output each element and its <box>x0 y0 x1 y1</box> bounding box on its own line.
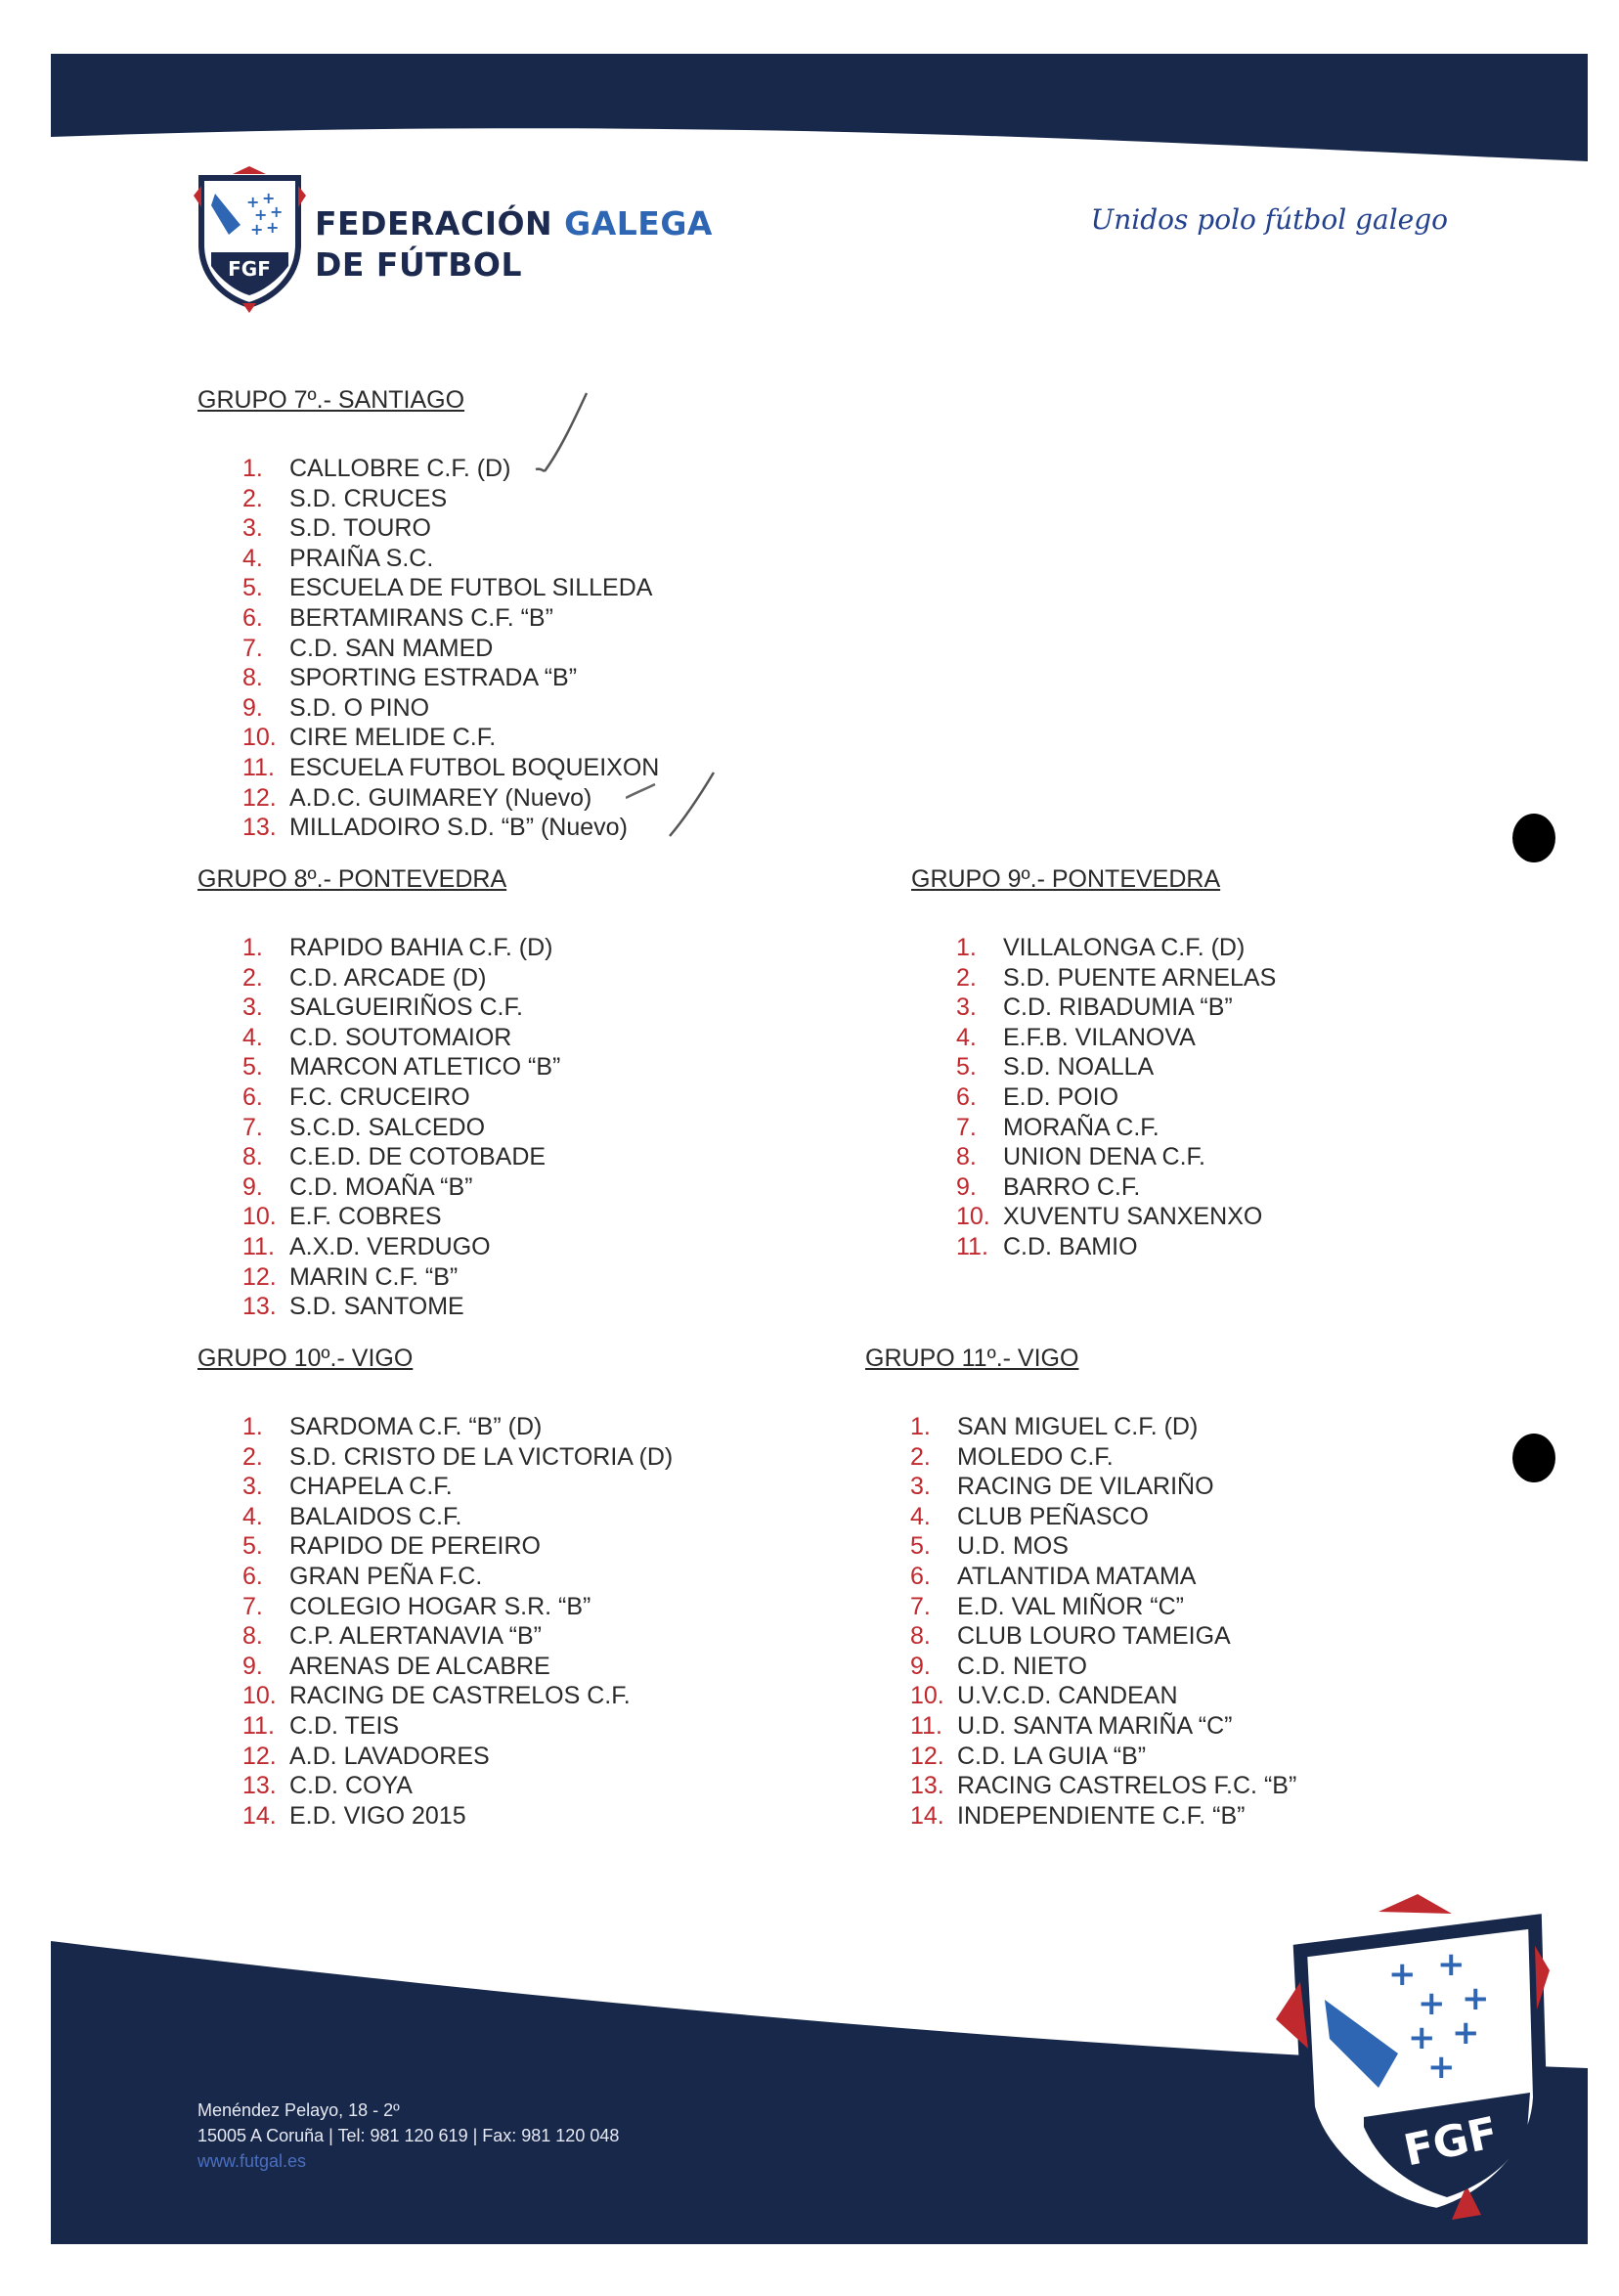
logo-line2: DE FÚTBOL <box>315 245 523 284</box>
logo-badge-text: FGF <box>228 257 271 281</box>
team-name: RAPIDO DE PEREIRO <box>289 1532 541 1561</box>
team-list-item <box>910 1621 1296 1652</box>
team-list-item <box>242 693 659 724</box>
team-list-item <box>956 1142 1276 1172</box>
team-list-item <box>910 1742 1296 1772</box>
team-list-item <box>910 1711 1296 1742</box>
team-number: 6. <box>242 1082 263 1111</box>
team-name: MARCON ATLETICO “B” <box>289 1053 561 1082</box>
team-name: E.D. VAL MIÑOR “C” <box>957 1592 1184 1620</box>
team-list-item <box>910 1442 1296 1473</box>
team-name: CLUB PEÑASCO <box>957 1502 1149 1530</box>
team-name: E.D. POIO <box>1003 1082 1119 1111</box>
team-number: 6. <box>242 1562 263 1590</box>
team-name: MILLADOIRO S.D. “B” (Nuevo) <box>289 814 628 842</box>
team-list-item <box>242 1652 673 1682</box>
team-number: 14. <box>910 1801 944 1830</box>
team-list-item <box>910 1412 1296 1442</box>
fgf-large-logo-icon <box>1271 1892 1554 2225</box>
svg-text:+: + <box>1418 1984 1446 2023</box>
team-list-item <box>910 1652 1296 1682</box>
group-8-pontevedra <box>197 865 560 1322</box>
group-10-vigo <box>197 1345 673 1831</box>
team-list-item <box>242 1801 673 1832</box>
team-list-item <box>910 1771 1296 1801</box>
team-list <box>911 933 1276 1262</box>
team-number: 10. <box>242 1682 277 1710</box>
team-number: 8. <box>910 1622 931 1651</box>
team-name: GRAN PEÑA F.C. <box>289 1562 483 1590</box>
team-list-item <box>242 484 659 514</box>
team-name: S.D. TOURO <box>289 514 431 543</box>
team-name: CHAPELA C.F. <box>289 1473 453 1501</box>
team-number: 7. <box>242 1592 263 1620</box>
team-list-item <box>956 1172 1276 1203</box>
footer-address <box>197 2097 619 2174</box>
team-name: E.F. COBRES <box>289 1203 442 1231</box>
team-name: UNION DENA C.F. <box>1003 1143 1205 1171</box>
team-list-item <box>242 573 659 603</box>
team-number: 12. <box>242 1742 277 1770</box>
team-number: 9. <box>910 1652 931 1680</box>
team-number: 10. <box>242 1203 277 1231</box>
fgf-logo-icon <box>194 166 306 313</box>
team-list-item <box>242 544 659 574</box>
team-name: S.D. SANTOME <box>289 1293 464 1321</box>
team-number: 5. <box>910 1532 931 1561</box>
group-title: GRUPO 11º.- VIGO <box>865 1345 1079 1372</box>
team-number: 7. <box>910 1592 931 1620</box>
team-list-item <box>242 1681 673 1711</box>
team-list-item <box>956 1082 1276 1113</box>
team-list-item <box>242 753 659 783</box>
address-line1: Menéndez Pelayo, 18 - 2º <box>197 2100 400 2120</box>
team-number: 2. <box>242 963 263 992</box>
group-9-pontevedra <box>911 865 1276 1262</box>
team-number: 13. <box>910 1772 944 1800</box>
team-number: 6. <box>910 1562 931 1590</box>
team-number: 13. <box>242 1293 277 1321</box>
team-list-item <box>242 663 659 693</box>
team-number: 4. <box>910 1502 931 1530</box>
team-list-item <box>910 1502 1296 1532</box>
team-list-item <box>242 1771 673 1801</box>
team-name: CALLOBRE C.F. (D) <box>289 455 511 482</box>
team-list-item <box>910 1681 1296 1711</box>
punch-hole <box>1512 814 1555 862</box>
team-name: MORAÑA C.F. <box>1003 1113 1160 1141</box>
team-number: 7. <box>242 634 263 662</box>
team-name: SPORTING ESTRADA “B” <box>289 664 578 692</box>
team-name: C.D. COYA <box>289 1772 413 1800</box>
team-name: VILLALONGA C.F. (D) <box>1003 934 1246 961</box>
header-band <box>51 54 1588 161</box>
team-list-item <box>956 1232 1276 1262</box>
team-number: 4. <box>956 1023 977 1051</box>
team-list-item <box>242 513 659 544</box>
team-name: MOLEDO C.F. <box>957 1442 1114 1471</box>
team-list-item <box>242 1172 560 1203</box>
team-list-item <box>956 933 1276 963</box>
team-list-item <box>956 1052 1276 1082</box>
team-name: COLEGIO HOGAR S.R. “B” <box>289 1592 591 1620</box>
team-name: RACING DE CASTRELOS C.F. <box>289 1682 631 1710</box>
team-name: C.D. RIBADUMIA “B” <box>1003 993 1233 1022</box>
team-number: 8. <box>242 1622 263 1651</box>
check-mark-icon <box>626 763 723 841</box>
team-number: 2. <box>242 484 263 512</box>
team-name: C.P. ALERTANAVIA “B” <box>289 1622 542 1651</box>
team-list-item <box>910 1562 1296 1592</box>
team-number: 12. <box>910 1742 944 1770</box>
team-list-item <box>242 1592 673 1622</box>
team-number: 5. <box>242 574 263 602</box>
team-list-item <box>956 1202 1276 1232</box>
team-number: 10. <box>910 1682 944 1710</box>
team-name: SARDOMA C.F. “B” (D) <box>289 1413 543 1440</box>
team-list-item <box>242 813 659 843</box>
team-name: S.D. CRISTO DE LA VICTORIA (D) <box>289 1442 674 1471</box>
team-name: C.D. SAN MAMED <box>289 634 494 662</box>
team-name: A.D.C. GUIMAREY (Nuevo) <box>289 783 592 812</box>
team-list-item <box>242 1502 673 1532</box>
team-number: 11. <box>242 1711 275 1740</box>
team-number: 9. <box>242 693 263 722</box>
team-name: C.D. LA GUIA “B” <box>957 1742 1147 1770</box>
team-list-item <box>910 1801 1296 1832</box>
team-name: PRAIÑA S.C. <box>289 544 434 572</box>
team-list-item <box>956 963 1276 993</box>
team-list <box>865 1412 1296 1831</box>
team-list-item <box>242 993 560 1023</box>
team-number: 1. <box>242 1413 263 1440</box>
team-number: 13. <box>242 814 277 842</box>
team-name: S.D. PUENTE ARNELAS <box>1003 963 1277 992</box>
team-list-item <box>242 1232 560 1262</box>
team-number: 9. <box>242 1172 263 1201</box>
team-number: 4. <box>242 1023 263 1051</box>
svg-text:+: + <box>246 193 260 211</box>
team-name: CLUB LOURO TAMEIGA <box>957 1622 1231 1651</box>
team-name: C.D. NIETO <box>957 1652 1087 1680</box>
team-number: 2. <box>910 1442 931 1471</box>
svg-text:+: + <box>266 218 280 237</box>
team-number: 9. <box>956 1172 977 1201</box>
team-list <box>197 1412 673 1831</box>
check-mark-icon <box>533 391 591 479</box>
team-number: 5. <box>956 1053 977 1082</box>
team-list-item <box>242 1262 560 1293</box>
team-name: E.F.B. VILANOVA <box>1003 1023 1196 1051</box>
team-name: INDEPENDIENTE C.F. “B” <box>957 1801 1246 1830</box>
team-name: A.X.D. VERDUGO <box>289 1232 491 1260</box>
team-number: 4. <box>242 544 263 572</box>
svg-text:+: + <box>270 202 284 221</box>
team-name: A.D. LAVADORES <box>289 1742 490 1770</box>
team-list-item <box>242 634 659 664</box>
team-name: ESCUELA FUTBOL BOQUEIXON <box>289 753 660 781</box>
team-list-item <box>242 1113 560 1143</box>
team-list-item <box>242 1292 560 1322</box>
team-number: 3. <box>242 1473 263 1501</box>
team-name: C.D. TEIS <box>289 1711 400 1740</box>
team-number: 12. <box>242 1262 277 1291</box>
team-number: 9. <box>242 1652 263 1680</box>
team-list-item <box>242 454 659 484</box>
team-number: 5. <box>242 1532 263 1561</box>
team-number: 3. <box>242 514 263 543</box>
team-list <box>197 933 560 1322</box>
team-list-item <box>242 933 560 963</box>
team-name: SAN MIGUEL C.F. (D) <box>957 1413 1199 1440</box>
team-list-item <box>242 1531 673 1562</box>
team-list-item <box>242 783 659 814</box>
team-list-item <box>956 1113 1276 1143</box>
team-name: ARENAS DE ALCABRE <box>289 1652 550 1680</box>
team-list <box>197 454 659 843</box>
team-list-item <box>242 1621 673 1652</box>
team-number: 14. <box>242 1801 277 1830</box>
team-list-item <box>242 603 659 634</box>
team-name: E.D. VIGO 2015 <box>289 1801 466 1830</box>
team-name: C.D. SOUTOMAIOR <box>289 1023 512 1051</box>
team-number: 13. <box>242 1772 277 1800</box>
team-list-item <box>242 1472 673 1502</box>
team-number: 2. <box>242 1442 263 1471</box>
team-number: 2. <box>956 963 977 992</box>
team-list-item <box>242 723 659 753</box>
team-number: 3. <box>242 993 263 1022</box>
team-name: C.D. BAMIO <box>1003 1232 1138 1260</box>
svg-text:+: + <box>1427 2048 1456 2087</box>
team-number: 8. <box>242 664 263 692</box>
team-number: 8. <box>242 1143 263 1171</box>
team-list-item <box>242 1082 560 1113</box>
team-number: 11. <box>956 1232 988 1260</box>
team-number: 6. <box>956 1082 977 1111</box>
team-number: 12. <box>242 783 277 812</box>
team-number: 4. <box>242 1502 263 1530</box>
federation-name <box>315 203 713 286</box>
team-name: RAPIDO BAHIA C.F. (D) <box>289 934 553 961</box>
team-name: U.D. SANTA MARIÑA “C” <box>957 1711 1233 1740</box>
team-name: U.V.C.D. CANDEAN <box>957 1682 1178 1710</box>
team-name: RACING CASTRELOS F.C. “B” <box>957 1772 1297 1800</box>
team-list-item <box>242 1202 560 1232</box>
team-name: SALGUEIRIÑOS C.F. <box>289 993 523 1022</box>
svg-text:+: + <box>1452 2013 1480 2053</box>
team-name: F.C. CRUCEIRO <box>289 1082 470 1111</box>
group-title: GRUPO 8º.- PONTEVEDRA <box>197 865 507 893</box>
team-name: C.D. ARCADE (D) <box>289 963 487 992</box>
team-name: BERTAMIRANS C.F. “B” <box>289 603 553 632</box>
logo-line1-a: FEDERACIÓN <box>315 204 553 243</box>
team-number: 11. <box>242 753 275 781</box>
team-name: XUVENTU SANXENXO <box>1003 1203 1263 1231</box>
team-list-item <box>242 1711 673 1742</box>
team-name: S.C.D. SALCEDO <box>289 1113 486 1141</box>
team-number: 10. <box>956 1203 990 1231</box>
team-name: ATLANTIDA MATAMA <box>957 1562 1197 1590</box>
team-number: 11. <box>242 1232 275 1260</box>
team-number: 11. <box>910 1711 942 1740</box>
svg-text:+: + <box>250 220 264 239</box>
team-number: 7. <box>242 1113 263 1141</box>
svg-text:+: + <box>1408 2018 1436 2057</box>
logo-line1-b: GALEGA <box>564 204 713 243</box>
team-name: CIRE MELIDE C.F. <box>289 724 497 752</box>
svg-text:+: + <box>1437 1945 1466 1984</box>
group-title: GRUPO 10º.- VIGO <box>197 1345 414 1372</box>
team-number: 5. <box>242 1053 263 1082</box>
team-list-item <box>242 1023 560 1053</box>
team-number: 1. <box>242 934 263 961</box>
svg-text:+: + <box>262 189 276 207</box>
team-name: RACING DE VILARIÑO <box>957 1473 1214 1501</box>
address-line2: 15005 A Coruña | Tel: 981 120 619 | Fax: 981 120 048 <box>197 2126 620 2145</box>
team-list-item <box>242 1412 673 1442</box>
team-list-item <box>910 1531 1296 1562</box>
team-number: 3. <box>956 993 977 1022</box>
team-list-item <box>242 1742 673 1772</box>
team-number: 1. <box>956 934 977 961</box>
large-logo-badge-text: FGF <box>1399 2107 1503 2177</box>
team-number: 1. <box>242 455 263 482</box>
team-name: U.D. MOS <box>957 1532 1069 1561</box>
team-name: S.D. NOALLA <box>1003 1053 1155 1082</box>
group-title: GRUPO 9º.- PONTEVEDRA <box>911 865 1221 893</box>
team-list-item <box>910 1472 1296 1502</box>
team-name: MARIN C.F. “B” <box>289 1262 459 1291</box>
team-name: S.D. CRUCES <box>289 484 448 512</box>
team-number: 7. <box>956 1113 977 1141</box>
team-list-item <box>242 963 560 993</box>
website-link[interactable]: www.futgal.es <box>197 2151 307 2171</box>
punch-hole <box>1512 1434 1555 1482</box>
svg-text:+: + <box>1388 1955 1417 1994</box>
team-list-item <box>956 1023 1276 1053</box>
team-list-item <box>956 993 1276 1023</box>
group-11-vigo <box>865 1345 1296 1831</box>
team-list-item <box>242 1052 560 1082</box>
team-number: 1. <box>910 1413 931 1440</box>
team-name: BARRO C.F. <box>1003 1172 1141 1201</box>
team-number: 10. <box>242 724 277 752</box>
svg-text:+: + <box>1462 1979 1490 2018</box>
team-number: 8. <box>956 1143 977 1171</box>
team-name: BALAIDOS C.F. <box>289 1502 462 1530</box>
team-list-item <box>242 1142 560 1172</box>
team-name: C.E.D. DE COTOBADE <box>289 1143 547 1171</box>
team-number: 6. <box>242 603 263 632</box>
team-list-item <box>242 1562 673 1592</box>
svg-text:+: + <box>254 205 268 224</box>
team-list-item <box>910 1592 1296 1622</box>
group-title: GRUPO 7º.- SANTIAGO <box>197 386 465 414</box>
team-number: 3. <box>910 1473 931 1501</box>
team-name: S.D. O PINO <box>289 693 430 722</box>
team-name: ESCUELA DE FUTBOL SILLEDA <box>289 574 653 602</box>
team-name: C.D. MOAÑA “B” <box>289 1172 473 1201</box>
team-list-item <box>242 1442 673 1473</box>
slogan: Unidos polo fútbol galego <box>1090 203 1448 236</box>
